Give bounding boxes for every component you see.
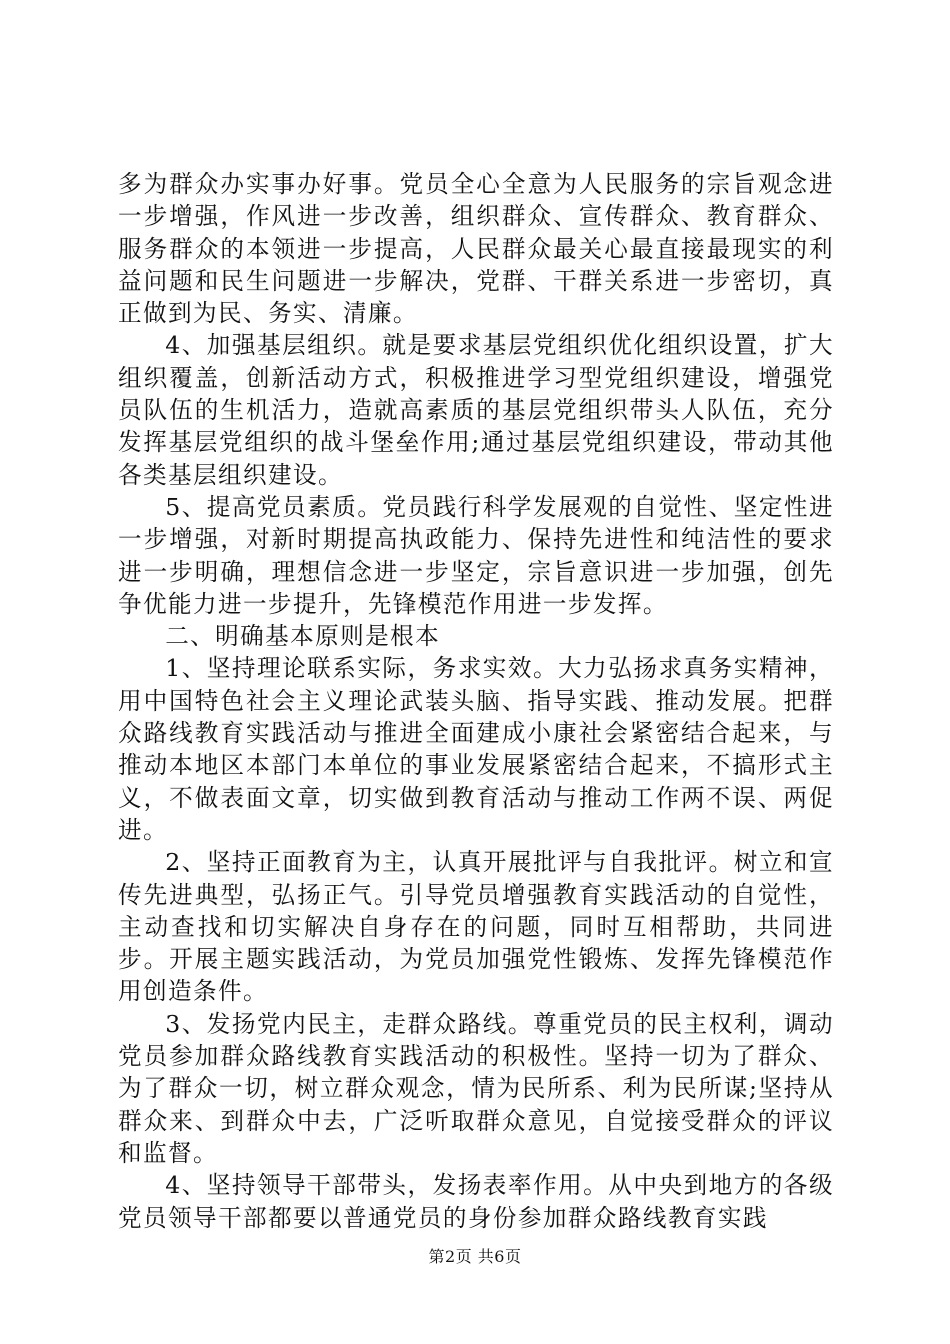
section-heading-basic-principles: 二、明确基本原则是根本 — [165, 622, 441, 651]
page-number-footer: 第2页 共6页 — [428, 1247, 522, 1266]
paragraph-principle-1: 1、坚持理论联系实际，务求实效。大力弘扬求真务实精神，用中国特色社会主义理论武装头脑、指导实践、推动发展。把群众路线教育实践活动与推进全面建成小康社会紧密结合起来，与推动本地区本部门本单位的事业发展紧密结合起来，不搞形式主义，不做表面文章，切实做到教育活动与推动工作两不误、两促进。 — [118, 654, 834, 844]
paragraph-principle-4: 4、坚持领导干部带头，发扬表率作用。从中央到地方的各级党员领导干部都要以普通党员的身份参加群众路线教育实践 — [118, 1171, 834, 1232]
paragraph-continuation: 多为群众办实事办好事。党员全心全意为人民服务的宗旨观念进一步增强，作风进一步改善，组织群众、宣传群众、教育群众、服务群众的本领进一步提高，人民群众最关心最直接最现实的利益问题和民生问题进一步解决，党群、干群关系进一步密切，真正做到为民、务实、清廉。 — [118, 170, 834, 328]
document-body — [118, 168, 834, 1234]
paragraph-principle-2: 2、坚持正面教育为主，认真开展批评与自我批评。树立和宣传先进典型，弘扬正气。引导党员增强教育实践活动的自觉性，主动查找和切实解决自身存在的问题，同时互相帮助，共同进步。开展主题实践活动，为党员加强党性锻炼、发挥先锋模范作用创造条件。 — [118, 848, 834, 1006]
paragraph-item-4-strengthen-grassroots: 4、加强基层组织。就是要求基层党组织优化组织设置，扩大组织覆盖，创新活动方式，积极推进学习型党组织建设，增强党员队伍的生机活力，造就高素质的基层党组织带头人队伍，充分发挥基层党组织的战斗堡垒作用;通过基层党组织建设，带动其他各类基层组织建设。 — [118, 331, 834, 489]
paragraph-principle-3: 3、发扬党内民主，走群众路线。尊重党员的民主权利，调动党员参加群众路线教育实践活动的积极性。坚持一切为了群众、为了群众一切，树立群众观念，情为民所系、利为民所谋;坚持从群众来、到群众中去，广泛听取群众意见，自觉接受群众的评议和监督。 — [118, 1009, 834, 1167]
paragraph-item-5-member-quality: 5、提高党员素质。党员践行科学发展观的自觉性、坚定性进一步增强，对新时期提高执政能力、保持先进性和纯洁性的要求进一步明确，理想信念进一步坚定，宗旨意识进一步加强，创先争优能力进一步提升，先锋模范作用进一步发挥。 — [118, 492, 834, 618]
